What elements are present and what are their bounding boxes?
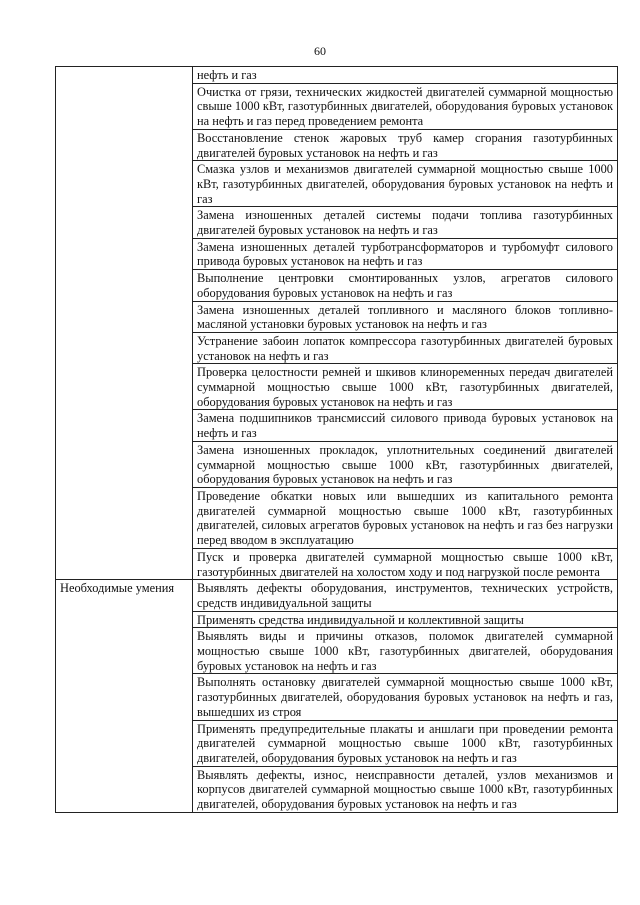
section-label-empty [56, 674, 193, 720]
action-cell: Выполнение центровки смонтированных узлов, агрегатов силового оборудования буровых установок на нефть и газ [193, 270, 618, 301]
section-label-empty [56, 161, 193, 207]
section-label-empty [56, 611, 193, 628]
skill-cell: Выявлять дефекты, износ, неисправности деталей, узлов механизмов и корпусов двигателей суммарной мощностью свыше 1000 кВт, газотурбинных двигателей, оборудования буровых установок на нефть и газ [193, 766, 618, 812]
section-label-empty [56, 301, 193, 332]
table-row [56, 238, 618, 269]
table-row [56, 410, 618, 441]
action-cell: Проверка целостности ремней и шкивов клиноременных передач двигателей суммарной мощностью свыше 1000 кВт, газотурбинных двигателей, оборудования буровых установок на нефть и газ [193, 364, 618, 410]
table-row [56, 674, 618, 720]
table-row [56, 207, 618, 238]
section-label-empty [56, 238, 193, 269]
action-cell: Замена изношенных деталей турботрансформаторов и турбомуфт силового привода буровых установок на нефть и газ [193, 238, 618, 269]
action-cell: Устранение забоин лопаток компрессора газотурбинных двигателей буровых установок на нефть и газ [193, 332, 618, 363]
skill-cell: Выявлять виды и причины отказов, поломок двигателей суммарной мощностью свыше 1000 кВт, газотурбинных двигателей, оборудования буровых установок на нефть и газ [193, 628, 618, 674]
section-label-empty [56, 766, 193, 812]
table-row [56, 628, 618, 674]
table-row [56, 83, 618, 129]
action-cell: Очистка от грязи, технических жидкостей двигателей суммарной мощностью свыше 1000 кВт, газотурбинных двигателей, оборудования буровых установок на нефть и газ перед проведением ремонта [193, 83, 618, 129]
table-row [56, 487, 618, 548]
section-label-empty [56, 410, 193, 441]
section-label-empty [56, 364, 193, 410]
section-label-empty [56, 548, 193, 579]
skill-cell: Выявлять дефекты оборудования, инструментов, технических устройств, средств индивидуальной защиты [193, 580, 618, 611]
action-cell: Замена изношенных деталей топливного и масляного блоков топливно-масляной установки буровых установок на нефть и газ [193, 301, 618, 332]
table-row [56, 580, 618, 611]
section-label-empty [56, 207, 193, 238]
table-row [56, 611, 618, 628]
skill-cell: Применять предупредительные плакаты и аншлаги при проведении ремонта двигателей суммарной мощностью свыше 1000 кВт, газотурбинных двигателей, оборудования буровых установок на нефть и газ [193, 720, 618, 766]
section-label-skills: Необходимые умения [56, 580, 193, 611]
section-label-empty [56, 270, 193, 301]
table-row [56, 766, 618, 812]
action-cell: Замена изношенных прокладок, уплотнительных соединений двигателей суммарной мощностью свыше 1000 кВт, газотурбинных двигателей, оборудования буровых установок на нефть и газ [193, 441, 618, 487]
skill-cell: Выполнять остановку двигателей суммарной мощностью свыше 1000 кВт, газотурбинных двигателей, оборудования буровых установок на нефть и газ, вышедших из строя [193, 674, 618, 720]
competency-table [55, 66, 618, 813]
section-label-empty [56, 83, 193, 129]
table-row [56, 548, 618, 579]
table-row [56, 161, 618, 207]
table-row [56, 301, 618, 332]
table-row [56, 364, 618, 410]
table-row [56, 67, 618, 84]
action-cell: Замена подшипников трансмиссий силового привода буровых установок на нефть и газ [193, 410, 618, 441]
page-number: 60 [314, 44, 326, 58]
table-row [56, 270, 618, 301]
action-cell: Восстановление стенок жаровых труб камер сгорания газотурбинных двигателей буровых установок на нефть и газ [193, 129, 618, 160]
action-cell: Замена изношенных деталей системы подачи топлива газотурбинных двигателей буровых установок на нефть и газ [193, 207, 618, 238]
section-label-empty [56, 487, 193, 548]
action-cell: Смазка узлов и механизмов двигателей суммарной мощностью свыше 1000 кВт, газотурбинных двигателей, оборудования буровых установок на нефть и газ [193, 161, 618, 207]
action-cell: нефть и газ [193, 67, 618, 84]
section-label-empty [56, 628, 193, 674]
section-label-empty [56, 441, 193, 487]
table-row [56, 720, 618, 766]
action-cell: Проведение обкатки новых или вышедших из капитального ремонта двигателей суммарной мощностью свыше 1000 кВт, газотурбинных двигателей, силовых агрегатов буровых установок на нефть и газ без нагрузки перед вводом в эксплуатацию [193, 487, 618, 548]
table-row [56, 441, 618, 487]
section-label-empty [56, 129, 193, 160]
table-row [56, 129, 618, 160]
section-label-empty [56, 332, 193, 363]
skill-cell: Применять средства индивидуальной и коллективной защиты [193, 611, 618, 628]
section-label-empty [56, 67, 193, 84]
section-label-empty [56, 720, 193, 766]
action-cell: Пуск и проверка двигателей суммарной мощностью свыше 1000 кВт, газотурбинных двигателей на холостом ходу и под нагрузкой после ремонта [193, 548, 618, 579]
table-row [56, 332, 618, 363]
